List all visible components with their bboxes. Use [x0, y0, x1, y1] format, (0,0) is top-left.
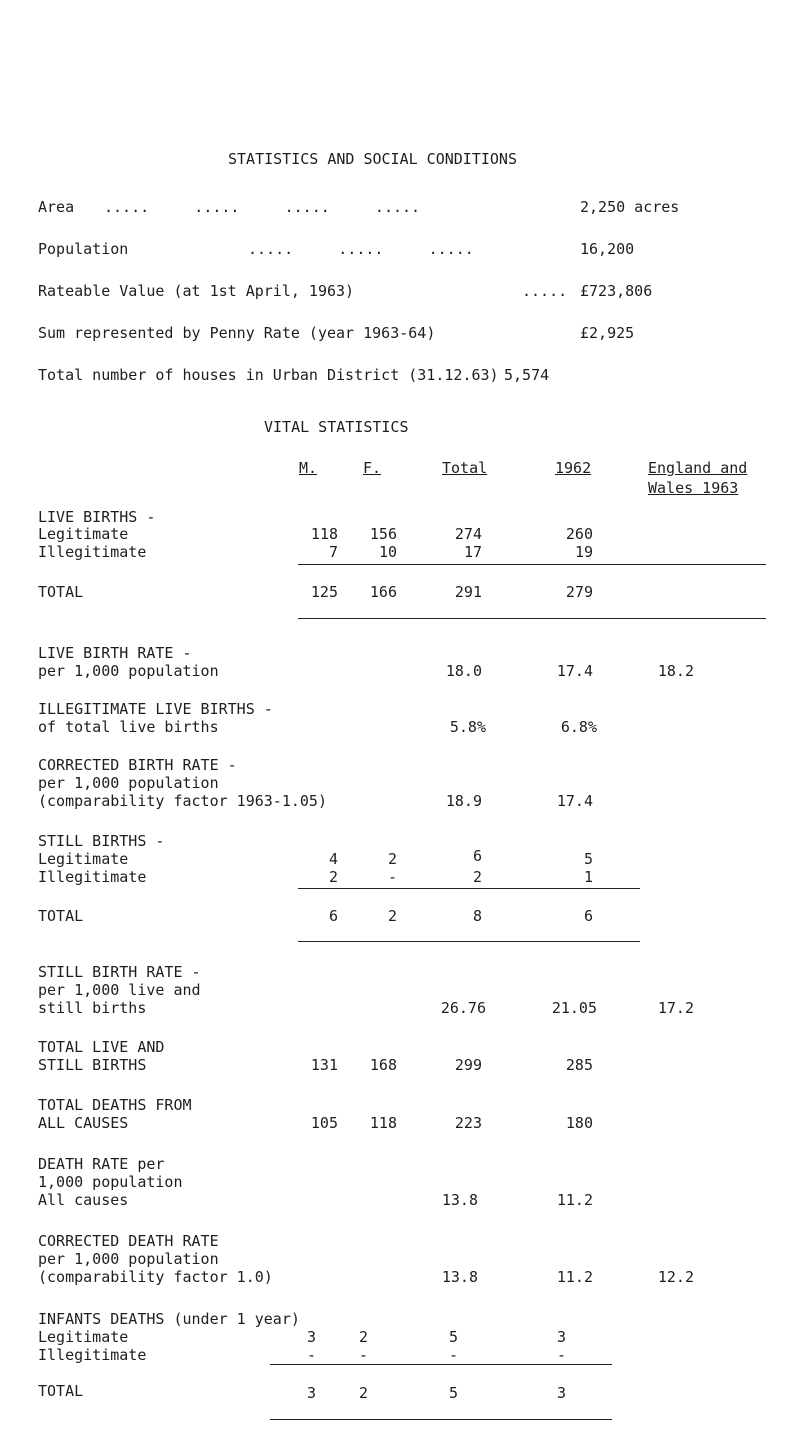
live-births-heading: LIVE BIRTHS -: [38, 508, 156, 526]
live-birth-rate-label: LIVE BIRTH RATE -: [38, 644, 192, 662]
total-deaths-label: TOTAL DEATHS FROM: [38, 1096, 192, 1114]
population-label: Population: [38, 240, 129, 258]
cell-1962: 21.05: [551, 999, 597, 1017]
cell-total: 2: [472, 868, 482, 886]
cell-m: 2: [328, 868, 338, 886]
cell-1962: 6: [583, 907, 593, 925]
total-deaths-sublabel: ALL CAUSES: [38, 1114, 129, 1132]
cell-m: 3: [306, 1328, 316, 1346]
subtotal-rule: [270, 1364, 612, 1365]
cell-total: 18.0: [445, 662, 482, 680]
penny-rate-value: £2,925: [580, 324, 635, 342]
cell-f: 2: [387, 907, 397, 925]
rateable-value-label: Rateable Value (at 1st April, 1963): [38, 282, 355, 300]
cell-1962: 19: [574, 543, 593, 561]
cell-1962: 279: [565, 583, 593, 601]
cell-1962: 11.2: [556, 1268, 593, 1286]
cell-total: 6: [472, 847, 482, 865]
cell-england-wales: 17.2: [657, 999, 694, 1017]
houses-value: 5,574: [504, 366, 550, 384]
cell-england-wales: 18.2: [657, 662, 694, 680]
page-title: STATISTICS AND SOCIAL CONDITIONS: [228, 150, 517, 168]
cell-1962: 285: [565, 1056, 593, 1074]
row-label: Legitimate: [38, 1328, 129, 1346]
corrected-birth-rate-factor: (comparability factor 1963-1.05): [38, 792, 327, 810]
cell-f: -: [387, 868, 397, 886]
cell-total: 5: [448, 1384, 458, 1402]
area-leader-dots: ..... ..... ..... .....: [104, 198, 421, 216]
cell-f: 10: [378, 543, 397, 561]
cell-f: 166: [369, 583, 397, 601]
cell-1962: 3: [556, 1384, 566, 1402]
total-rule: [270, 1419, 612, 1420]
rateable-value-leader-dots: .....: [522, 282, 568, 300]
row-label: Illegitimate: [38, 543, 147, 561]
cell-total: 274: [454, 525, 482, 543]
row-label: Legitimate: [38, 525, 129, 543]
cell-total: 223: [454, 1114, 482, 1132]
total-live-still-sublabel: STILL BIRTHS: [38, 1056, 147, 1074]
still-birth-rate-label: STILL BIRTH RATE -: [38, 963, 201, 981]
cell-total: 13.8: [441, 1268, 478, 1286]
cell-total: 17: [463, 543, 482, 561]
cell-total: 8: [472, 907, 482, 925]
cell-f: 156: [369, 525, 397, 543]
still-birth-rate-sublabel-2: still births: [38, 999, 147, 1017]
column-f: F.: [363, 459, 382, 477]
cell-1962: 260: [565, 525, 593, 543]
cell-1962: 1: [583, 868, 593, 886]
row-label: Illegitimate: [38, 868, 147, 886]
column-m: M.: [299, 459, 318, 477]
illegitimate-births-sublabel: of total live births: [38, 718, 219, 736]
cell-total: 5: [448, 1328, 458, 1346]
cell-m: 131: [310, 1056, 338, 1074]
cell-total: 5.8%: [449, 718, 486, 736]
cell-m: 4: [328, 850, 338, 868]
infant-deaths-heading: INFANTS DEATHS (under 1 year): [38, 1310, 300, 1328]
cell-total: 299: [454, 1056, 482, 1074]
vital-statistics-title: VITAL STATISTICS: [264, 418, 409, 436]
death-rate-label: DEATH RATE per: [38, 1155, 165, 1173]
column-total: Total: [442, 459, 488, 477]
cell-1962: 17.4: [556, 662, 593, 680]
total-live-still-label: TOTAL LIVE AND: [38, 1038, 165, 1056]
illegitimate-births-label: ILLEGITIMATE LIVE BIRTHS -: [38, 700, 273, 718]
column-england-wales-year: Wales 1963: [648, 479, 739, 497]
penny-rate-label: Sum represented by Penny Rate (year 1963-64): [38, 324, 436, 342]
total-rule: [298, 941, 640, 942]
still-birth-rate-sublabel: per 1,000 live and: [38, 981, 201, 999]
corrected-birth-rate-sublabel: per 1,000 population: [38, 774, 219, 792]
area-label: Area: [38, 198, 75, 216]
cell-m: 7: [328, 543, 338, 561]
column-1962: 1962: [555, 459, 592, 477]
cell-m: 118: [310, 525, 338, 543]
cell-england-wales: 12.2: [657, 1268, 694, 1286]
cell-m: 6: [328, 907, 338, 925]
cell-1962: 11.2: [556, 1191, 593, 1209]
death-rate-sublabel: 1,000 population: [38, 1173, 183, 1191]
cell-total: 13.8: [441, 1191, 478, 1209]
cell-f: 2: [358, 1384, 368, 1402]
cell-1962: -: [556, 1346, 566, 1364]
corrected-death-rate-label: CORRECTED DEATH RATE: [38, 1232, 219, 1250]
cell-f: -: [358, 1346, 368, 1364]
row-label: TOTAL: [38, 1382, 84, 1400]
death-rate-sublabel-2: All causes: [38, 1191, 129, 1209]
cell-m: 3: [306, 1384, 316, 1402]
row-label: Legitimate: [38, 850, 129, 868]
cell-m: 105: [310, 1114, 338, 1132]
subtotal-rule: [298, 888, 640, 889]
cell-f: 2: [358, 1328, 368, 1346]
corrected-death-rate-factor: (comparability factor 1.0): [38, 1268, 273, 1286]
cell-f: 2: [387, 850, 397, 868]
area-value: 2,250 acres: [580, 198, 680, 216]
population-value: 16,200: [580, 240, 635, 258]
cell-1962: 5: [583, 850, 593, 868]
cell-total: 18.9: [445, 792, 482, 810]
live-birth-rate-sublabel: per 1,000 population: [38, 662, 219, 680]
houses-label: Total number of houses in Urban District (31.12.63): [38, 366, 499, 384]
rateable-value-value: £723,806: [580, 282, 653, 300]
cell-f: 118: [369, 1114, 397, 1132]
total-rule: [298, 618, 766, 619]
cell-m: 125: [310, 583, 338, 601]
row-label: Illegitimate: [38, 1346, 147, 1364]
column-england-wales: England and: [648, 459, 748, 477]
population-leader-dots: ..... ..... .....: [248, 240, 474, 258]
cell-1962: 3: [556, 1328, 566, 1346]
cell-total: 291: [454, 583, 482, 601]
subtotal-rule: [298, 564, 766, 565]
corrected-birth-rate-label: CORRECTED BIRTH RATE -: [38, 756, 237, 774]
cell-total: 26.76: [440, 999, 486, 1017]
row-label: TOTAL: [38, 907, 84, 925]
still-births-heading: STILL BIRTHS -: [38, 832, 165, 850]
cell-f: 168: [369, 1056, 397, 1074]
cell-m: -: [306, 1346, 316, 1364]
cell-1962: 180: [565, 1114, 593, 1132]
cell-1962: 17.4: [556, 792, 593, 810]
row-label: TOTAL: [38, 583, 84, 601]
cell-total: -: [448, 1346, 458, 1364]
corrected-death-rate-sublabel: per 1,000 population: [38, 1250, 219, 1268]
cell-1962: 6.8%: [560, 718, 597, 736]
